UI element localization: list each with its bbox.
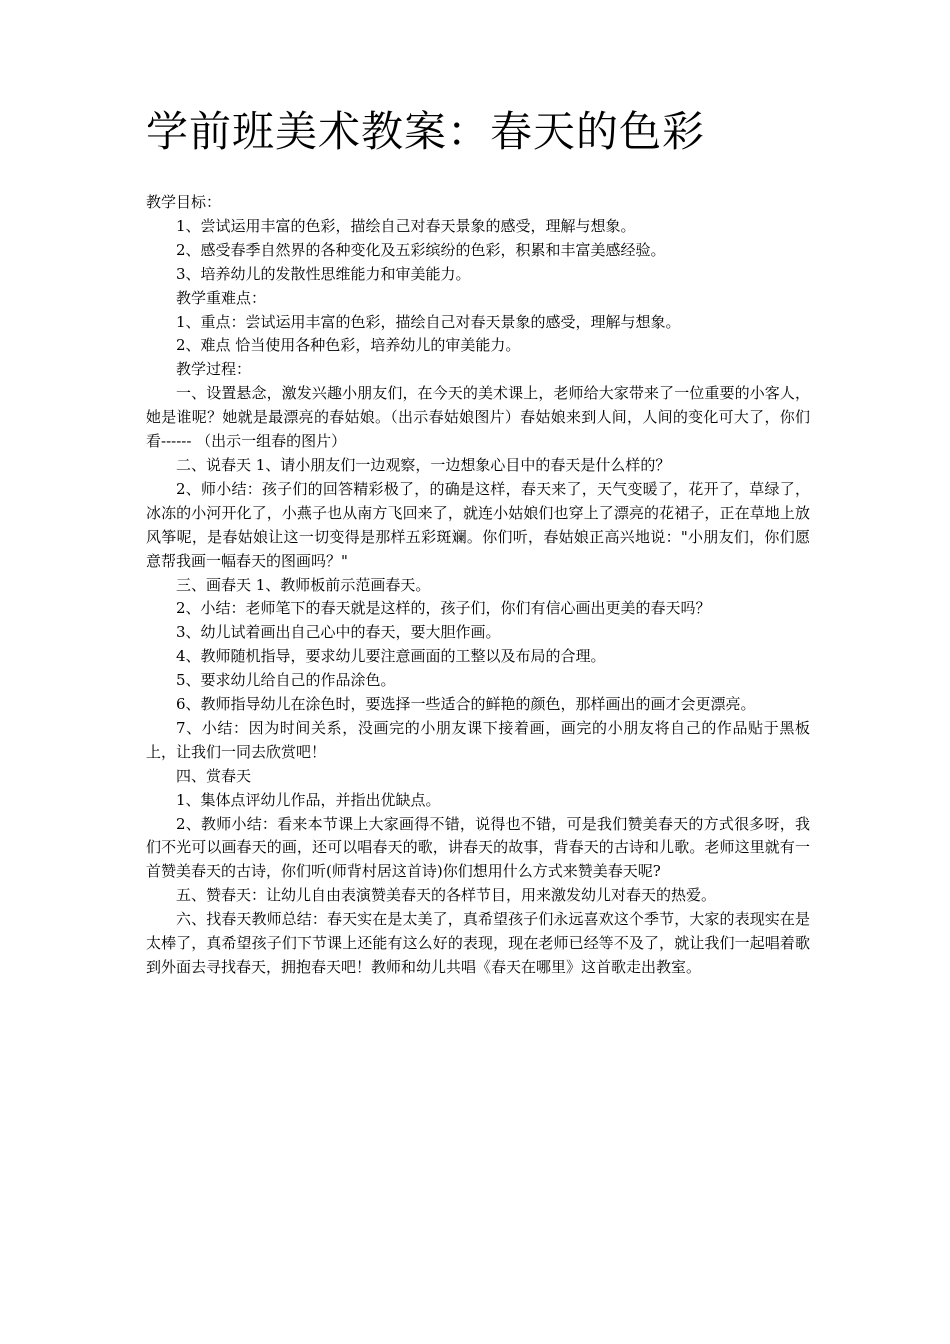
paragraph: 2、师小结：孩子们的回答精彩极了，的确是这样，春天来了，天气变暖了，花开了，草绿了，冰冻的小河开化了，小燕子也从南方飞回来了，就连小姑娘们也穿上了漂亮的花裙子，正在草地上放风筝呢，是春姑娘让这一切变得是那样五彩斑斓。你们听，春姑娘正高兴地说："小朋友们，你们愿意帮我画一幅春天的图画吗？"	[146, 479, 810, 570]
paragraph: 五、赞春天：让幼儿自由表演赞美春天的各样节目，用来激发幼儿对春天的热爱。	[176, 886, 717, 905]
paragraph: 3、幼儿试着画出自己心中的春天，要大胆作画。	[176, 623, 501, 642]
document-page	[146, 104, 810, 980]
document-title: 学前班美术教案：春天的色彩	[146, 107, 706, 156]
paragraph: 1、重点：尝试运用丰富的色彩，描绘自己对春天景象的感受，理解与想象。	[176, 312, 681, 331]
paragraph: 5、要求幼儿给自己的作品涂色。	[176, 671, 396, 690]
section-heading-objectives: 教学目标：	[146, 193, 222, 211]
paragraph: 6、教师指导幼儿在涂色时，要选择一些适合的鲜艳的颜色，那样画出的画才会更漂亮。	[176, 695, 756, 714]
document-body	[146, 191, 810, 980]
paragraph: 4、教师随机指导，要求幼儿要注意画面的工整以及布局的合理。	[176, 647, 606, 666]
section-heading-key-points: 教学重难点：	[176, 288, 267, 307]
paragraph: 2、难点 恰当使用各种色彩，培养幼儿的审美能力。	[176, 336, 521, 355]
paragraph: 7、小结：因为时间关系，没画完的小朋友课下接着画，画完的小朋友将自己的作品贴于黑板上，让我们一同去欣赏吧！	[146, 718, 810, 761]
paragraph: 2、感受春季自然界的各种变化及五彩缤纷的色彩，积累和丰富美感经验。	[176, 240, 666, 259]
paragraph: 四、赏春天	[176, 766, 252, 785]
paragraph: 1、集体点评幼儿作品，并指出优缺点。	[176, 790, 441, 809]
paragraph: 1、尝试运用丰富的色彩，描绘自己对春天景象的感受，理解与想象。	[176, 216, 636, 235]
paragraph: 一、设置悬念，激发兴趣小朋友们，在今天的美术课上，老师给大家带来了一位重要的小客人，她是谁呢？她就是最漂亮的春姑娘。（出示春姑娘图片）春姑娘来到人间，人间的变化可大了，你们看------ （出示一组春的图片）	[146, 384, 810, 451]
section-heading-process: 教学过程：	[176, 360, 252, 379]
paragraph: 三、画春天 1、教师板前示范画春天。	[176, 575, 431, 594]
paragraph: 3、培养幼儿的发散性思维能力和审美能力。	[176, 264, 471, 283]
paragraph: 2、小结：老师笔下的春天就是这样的，孩子们，你们有信心画出更美的春天吗？	[176, 599, 711, 618]
paragraph: 六、找春天教师总结：春天实在是太美了，真希望孩子们永远喜欢这个季节，大家的表现实在是太棒了，真希望孩子们下节课上还能有这么好的表现，现在老师已经等不及了，就让我们一起唱着歌到外面去寻找春天，拥抱春天吧！教师和幼儿共唱《春天在哪里》这首歌走出教室。	[146, 910, 810, 976]
paragraph: 二、说春天 1、请小朋友们一边观察，一边想象心目中的春天是什么样的？	[176, 455, 671, 474]
paragraph: 2、教师小结：看来本节课上大家画得不错，说得也不错，可是我们赞美春天的方式很多呀，我们不光可以画春天的画，还可以唱春天的歌，讲春天的故事，背春天的古诗和儿歌。老师这里就有一首赞美春天的古诗，你们听(师背村居这首诗)你们想用什么方式来赞美春天呢?	[146, 814, 810, 881]
